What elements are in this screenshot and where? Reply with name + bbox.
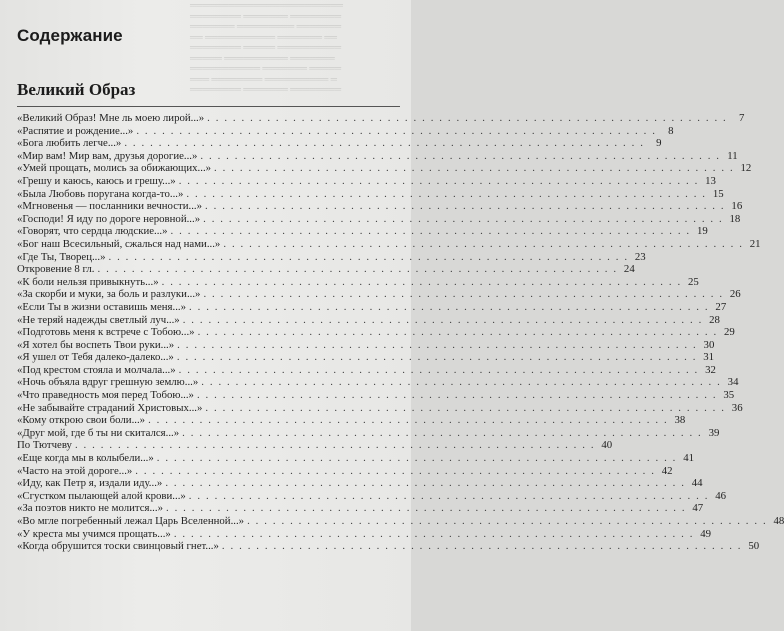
- toc-entry-page: 21: [749, 237, 761, 250]
- toc-entry-title: «Была Любовь поругана когда-то...»: [17, 187, 184, 200]
- dot-leader: . . . . . . . . . . . . . . . . . . . . . . . . . . . . . . . . . . . . . . . . . . . . . . . . . . . . . . . . . . . . .: [177, 338, 698, 351]
- dot-leader: . . . . . . . . . . . . . . . . . . . . . . . . . . . . . . . . . . . . . . . . . . . . . . . . . . . . . . . . . . . . .: [156, 452, 677, 465]
- dot-leader: . . . . . . . . . . . . . . . . . . . . . . . . . . . . . . . . . . . . . . . . . . . . . . . . . . . . . . . . . . . . .: [165, 502, 687, 515]
- toc-entry-page: 32: [705, 363, 716, 376]
- dot-leader: . . . . . . . . . . . . . . . . . . . . . . . . . . . . . . . . . . . . . . . . . . . . . . . . . . . . . . . . . . . . .: [201, 376, 722, 389]
- toc-entry[interactable]: [17, 540, 760, 553]
- dot-leader: . . . . . . . . . . . . . . . . . . . . . . . . . . . . . . . . . . . . . . . . . . . . . . . . . . . . . . . . . . . . .: [108, 250, 629, 263]
- toc-entry-page: 27: [715, 300, 727, 313]
- toc-entry-page: 36: [731, 401, 743, 414]
- toc-entry-page: 13: [705, 174, 716, 187]
- dot-leader: . . . . . . . . . . . . . . . . . . . . . . . . . . . . . . . . . . . . . . . . . . . . . . . . . . . . . . . . . . . . .: [203, 288, 724, 301]
- toc-entry[interactable]: [17, 137, 662, 150]
- toc-entry-title: «Распятие и рождение...»: [17, 124, 134, 137]
- toc-entry[interactable]: [17, 376, 739, 389]
- toc-entry-page: 42: [661, 464, 673, 477]
- toc-entry-page: 15: [712, 187, 724, 200]
- toc-entry-title: «Сгустком пылающей алой крови...»: [17, 489, 186, 502]
- toc-entry-page: 7: [738, 112, 745, 124]
- toc-entry[interactable]: [17, 439, 613, 452]
- dot-leader: . . . . . . . . . . . . . . . . . . . . . . . . . . . . . . . . . . . . . . . . . . . . . . . . . . . . . . . . . . . . .: [182, 426, 703, 439]
- toc-entry-page: 49: [700, 527, 712, 540]
- toc-entry-page: 47: [692, 502, 704, 515]
- toc-entry-page: 9: [656, 137, 662, 150]
- toc-entry-title: «Мир вам! Мир вам, друзья дорогие...»: [17, 149, 198, 162]
- toc-entry[interactable]: [17, 414, 686, 427]
- toc-entry-page: 12: [740, 162, 752, 175]
- toc-entry-page: 24: [623, 263, 635, 276]
- show-through-text: ════════════════════════ ════════ ═══════ ════════ ═══════ ═════════ ═══════ ══ ═══════════ ═══════ ══ ════════ ═════ ══════════ ═════ ══════════ ═══════ ═══════════ ═══════ ═════ ═══ ════════ ══════════ ═ ════════ ═══════ ════════: [190, 0, 344, 94]
- toc-entry-page: 18: [729, 212, 741, 225]
- toc-entry[interactable]: [17, 401, 743, 415]
- toc-entry-title: «Что праведность моя перед Тобою...»: [17, 389, 194, 402]
- dot-leader: . . . . . . . . . . . . . . . . . . . . . . . . . . . . . . . . . . . . . . . . . . . . . . . . . . . . . . . . . . . . .: [178, 174, 699, 187]
- toc-entry-title: «Во мгле погребенный лежал Царь Вселенной...»: [17, 515, 245, 527]
- toc-entry-title: «Под крестом стояла и молчала...»: [17, 363, 176, 376]
- toc-entry-title: «Когда обрушится тоски свинцовый гнет...»: [17, 540, 219, 553]
- toc-entry-title: «Я хотел бы воспеть Твои руки...»: [17, 338, 175, 351]
- dot-leader: . . . . . . . . . . . . . . . . . . . . . . . . . . . . . . . . . . . . . . . . . . . . . . . . . . . . . . . . . . . . .: [97, 263, 618, 276]
- toc-entry-title: Откровение 8 гл.: [17, 263, 95, 276]
- dot-leader: . . . . . . . . . . . . . . . . . . . . . . . . . . . . . . . . . . . . . . . . . . . . . . . . . . . . . . . . . . . . .: [135, 464, 656, 477]
- toc-entry[interactable]: [17, 515, 784, 528]
- dot-leader: . . . . . . . . . . . . . . . . . . . . . . . . . . . . . . . . . . . . . . . . . . . . . . . . . . . . . . . . . . . . .: [197, 326, 718, 339]
- dot-leader: . . . . . . . . . . . . . . . . . . . . . . . . . . . . . . . . . . . . . . . . . . . . . . . . . . . . . . . . . . . . .: [178, 363, 699, 376]
- toc-entry[interactable]: [17, 351, 715, 364]
- toc-entry-title: «Мгновенья — посланники вечности...»: [17, 200, 202, 213]
- dot-leader: . . . . . . . . . . . . . . . . . . . . . . . . . . . . . . . . . . . . . . . . . . . . . . . . . . . . . . . . . . . . .: [223, 237, 744, 250]
- toc-entry-page: 46: [715, 489, 727, 502]
- toc-entry-page: 19: [696, 225, 708, 238]
- toc-entry-title: «Где Ты, Творец...»: [17, 250, 106, 263]
- toc-entry-title: «За скорби и муки, за боль и разлуки...»: [17, 288, 201, 301]
- dot-leader: . . . . . . . . . . . . . . . . . . . . . . . . . . . . . . . . . . . . . . . . . . . . . . . . . . . . . . . . . . . . .: [176, 351, 698, 364]
- toc-entry-page: 34: [727, 376, 739, 389]
- toc-entry[interactable]: [17, 452, 694, 465]
- toc-entry[interactable]: [17, 300, 727, 314]
- toc-entry[interactable]: [17, 187, 724, 201]
- toc-entry[interactable]: [17, 389, 735, 402]
- toc-entry[interactable]: [17, 313, 720, 327]
- toc-entry[interactable]: [17, 225, 708, 238]
- toc-entry-page: 11: [727, 149, 738, 162]
- dot-leader: . . . . . . . . . . . . . . . . . . . . . . . . . . . . . . . . . . . . . . . . . . . . . . . . . . . . . . . . . . . . .: [170, 225, 691, 238]
- toc-entry-page: 44: [691, 477, 703, 490]
- toc-entry-title: «Говорят, что сердца людские...»: [17, 225, 168, 238]
- toc-entry-title: «Иду, как Петр я, издали иду...»: [17, 477, 163, 490]
- toc-entry[interactable]: [17, 338, 715, 352]
- dot-leader: . . . . . . . . . . . . . . . . . . . . . . . . . . . . . . . . . . . . . . . . . . . . . . . . . . . . . . . . . . . . .: [136, 124, 657, 137]
- toc-entry-title: «Великий Образ! Мне ль моею лирой...»: [17, 112, 205, 124]
- toc-entry-title: «Часто на этой дороге...»: [17, 464, 133, 477]
- toc-entry-page: 38: [674, 414, 686, 427]
- toc-entry[interactable]: [17, 326, 735, 339]
- toc-entry-page: 35: [723, 389, 735, 402]
- toc-entry-title: «За поэтов никто не молится...»: [17, 502, 163, 515]
- toc-entry-title: «Не теряй надежды светлый луч...»: [17, 313, 180, 326]
- section-divider: [17, 106, 400, 107]
- toc-entry-title: «Если Ты в жизни оставишь меня...»: [17, 300, 186, 313]
- toc-entry-page: 39: [708, 426, 720, 439]
- toc-entry[interactable]: [17, 489, 727, 503]
- toc-entry[interactable]: [17, 363, 716, 377]
- dot-leader: . . . . . . . . . . . . . . . . . . . . . . . . . . . . . . . . . . . . . . . . . . . . . . . . . . . . . . . . . . . . .: [173, 527, 695, 540]
- toc-entry[interactable]: [17, 477, 703, 490]
- dot-leader: . . . . . . . . . . . . . . . . . . . . . . . . . . . . . . . . . . . . . . . . . . . . . . . . . . . . . . . . . . . . .: [200, 149, 721, 162]
- toc-entry-page: 25: [688, 275, 699, 288]
- toc-entry[interactable]: [17, 149, 738, 163]
- toc-entry[interactable]: [17, 464, 673, 478]
- toc-entry-page: 28: [709, 313, 720, 326]
- toc-entry-title: «Друг мой, где б ты ни скитался...»: [17, 426, 180, 439]
- toc-entry-page: 41: [683, 452, 694, 465]
- dot-leader: . . . . . . . . . . . . . . . . . . . . . . . . . . . . . . . . . . . . . . . . . . . . . . . . . . . . . . . . . . . . .: [186, 187, 707, 200]
- toc-entry-page: 8: [668, 124, 674, 137]
- toc-entry-page: 16: [731, 200, 743, 213]
- toc-entry[interactable]: [17, 250, 646, 264]
- dot-leader: . . . . . . . . . . . . . . . . . . . . . . . . . . . . . . . . . . . . . . . . . . . . . . . . . . . . . . . . . . . . .: [165, 477, 686, 490]
- toc-entry[interactable]: [17, 502, 704, 515]
- dot-leader: . . . . . . . . . . . . . . . . . . . . . . . . . . . . . . . . . . . . . . . . . . . . . . . . . . . . . . . . . . . . .: [161, 275, 682, 288]
- toc-entry-title: По Тютчеву: [17, 439, 72, 452]
- toc-entry-title: «Бога любить легче...»: [17, 137, 122, 150]
- toc-entry-title: «К боли нельзя привыкнуть...»: [17, 275, 159, 288]
- dot-leader: . . . . . . . . . . . . . . . . . . . . . . . . . . . . . . . . . . . . . . . . . . . . . . . . . . . . . . . . . . . . .: [196, 389, 718, 402]
- toc-entry[interactable]: [17, 275, 699, 289]
- toc-entry[interactable]: [17, 237, 761, 251]
- toc-entry[interactable]: [17, 174, 716, 188]
- toc-entry-page: 29: [723, 326, 735, 339]
- dot-leader: . . . . . . . . . . . . . . . . . . . . . . . . . . . . . . . . . . . . . . . . . . . . . . . . . . . . . . . . . . . . .: [205, 200, 726, 213]
- dot-leader: . . . . . . . . . . . . . . . . . . . . . . . . . . . . . . . . . . . . . . . . . . . . . . . . . . . . . . . . . . . . .: [124, 137, 645, 150]
- dot-leader: . . . . . . . . . . . . . . . . . . . . . . . . . . . . . . . . . . . . . . . . . . . . . . . . . . . . . . . . . . . . .: [247, 515, 768, 527]
- dot-leader: . . . . . . . . . . . . . . . . . . . . . . . . . . . . . . . . . . . . . . . . . . . . . . . . . . . . . . . . . . . . .: [74, 439, 596, 452]
- toc-entry-page: 26: [729, 288, 741, 301]
- toc-entry-title: «Умей прощать, молись за обижающих...»: [17, 162, 212, 175]
- dot-leader: . . . . . . . . . . . . . . . . . . . . . . . . . . . . . . . . . . . . . . . . . . . . . . . . . . . . . . . . . . . . .: [148, 414, 669, 427]
- toc-entry-title: «Кому открою свои боли...»: [17, 414, 146, 427]
- toc-entry-page: 40: [601, 439, 613, 452]
- dot-leader: . . . . . . . . . . . . . . . . . . . . . . . . . . . . . . . . . . . . . . . . . . . . . . . . . . . . . . . . . . . . .: [214, 162, 735, 175]
- toc-entry-title: «Бог наш Всесильный, сжалься над нами...»: [17, 237, 221, 250]
- toc-list: [17, 112, 784, 553]
- toc-entry-page: 48: [773, 515, 784, 527]
- dot-leader: . . . . . . . . . . . . . . . . . . . . . . . . . . . . . . . . . . . . . . . . . . . . . . . . . . . . . . . . . . . . .: [182, 313, 703, 326]
- toc-entry[interactable]: [17, 124, 674, 138]
- toc-entry[interactable]: [17, 288, 741, 301]
- toc-entry[interactable]: [17, 200, 743, 213]
- page-title: Содержание: [17, 26, 123, 45]
- toc-entry[interactable]: [17, 426, 720, 440]
- dot-leader: . . . . . . . . . . . . . . . . . . . . . . . . . . . . . . . . . . . . . . . . . . . . . . . . . . . . . . . . . . . . .: [203, 212, 724, 225]
- toc-entry-title: «Не забывайте страданий Христовых...»: [17, 401, 203, 414]
- toc-entry[interactable]: [17, 527, 712, 541]
- dot-leader: . . . . . . . . . . . . . . . . . . . . . . . . . . . . . . . . . . . . . . . . . . . . . . . . . . . . . . . . . . . . .: [189, 300, 710, 313]
- dot-leader: . . . . . . . . . . . . . . . . . . . . . . . . . . . . . . . . . . . . . . . . . . . . . . . . . . . . . . . . . . . . .: [221, 540, 743, 553]
- toc-entry-title: «У креста мы учимся прощать...»: [17, 527, 171, 540]
- dot-leader: . . . . . . . . . . . . . . . . . . . . . . . . . . . . . . . . . . . . . . . . . . . . . . . . . . . . . . . . . . . . .: [205, 401, 726, 414]
- toc-entry-title: «Господи! Я иду по дороге неровной...»: [17, 212, 201, 225]
- toc-entry-page: 23: [634, 250, 646, 263]
- section-title: Великий Образ: [17, 80, 136, 99]
- toc-entry-title: «Ночь объяла вдруг грешную землю...»: [17, 376, 199, 389]
- toc-entry-title: «Грешу и каюсь, каюсь и грешу...»: [17, 174, 176, 187]
- dot-leader: . . . . . . . . . . . . . . . . . . . . . . . . . . . . . . . . . . . . . . . . . . . . . . . . . . . . . . . . . . . . .: [188, 489, 710, 502]
- toc-entry-title: «Еще когда мы в колыбели...»: [17, 452, 154, 465]
- toc-entry-page: 50: [748, 540, 760, 553]
- toc-entry-title: «Подготовь меня к встрече с Тобою...»: [17, 326, 195, 339]
- toc-entry-page: 30: [703, 338, 715, 351]
- dot-leader: . . . . . . . . . . . . . . . . . . . . . . . . . . . . . . . . . . . . . . . . . . . . . . . . . . . . . . . . . . . . .: [207, 112, 728, 124]
- toc-entry[interactable]: [17, 162, 752, 175]
- toc-entry[interactable]: [17, 212, 741, 226]
- toc-entry-page: 31: [703, 351, 715, 364]
- toc-entry[interactable]: [17, 112, 745, 125]
- toc-entry[interactable]: [17, 263, 635, 276]
- toc-entry-title: «Я ушел от Тебя далеко-далеко...»: [17, 351, 174, 364]
